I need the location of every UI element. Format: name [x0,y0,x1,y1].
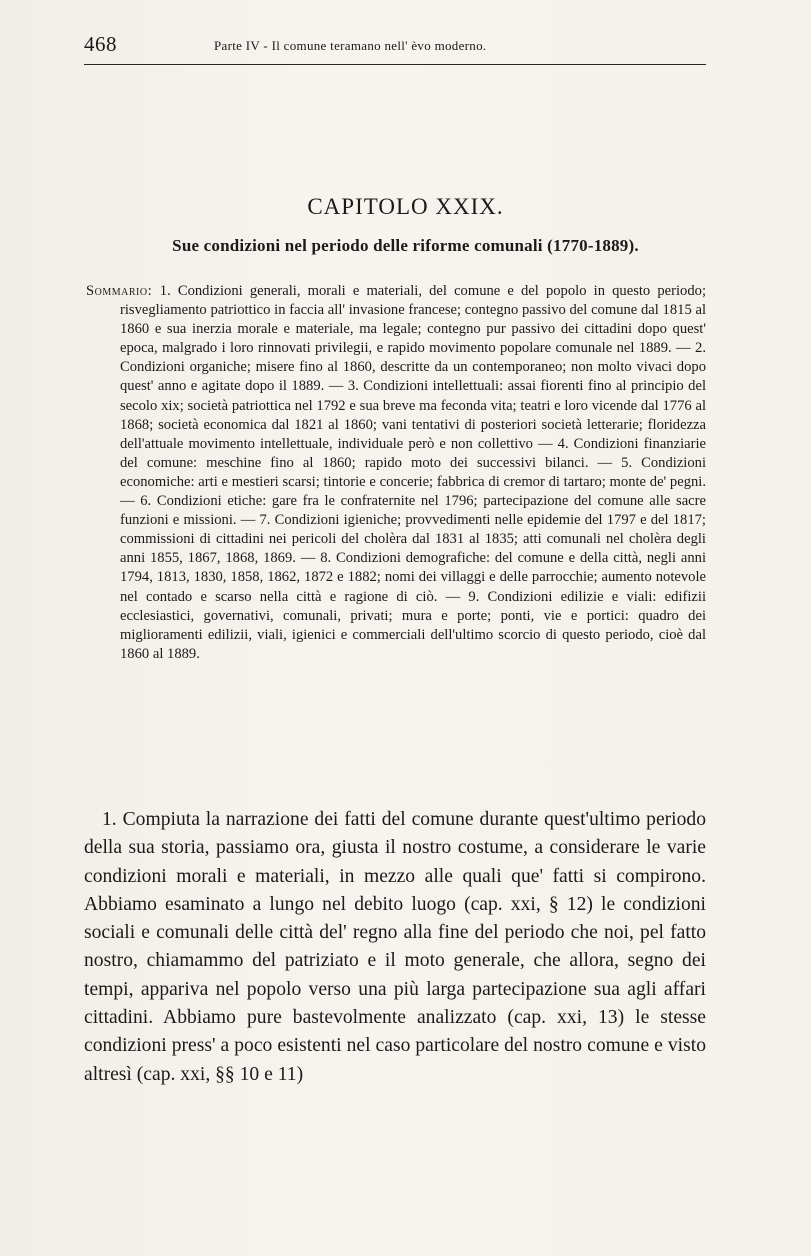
summary-text: 1. Condizioni generali, morali e materiali, del comune e del popolo in questo periodo; risvegliamento patriottico in faccia all' invasione francese; contegno passivo del comune dal 1815 al 1860 e sua inerzia morale e materiale, ma legale; contegno pur passivo dei cittadini dopo quest' epoca, malgrado i loro rinnovati privilegii, e rapido movimento popolare comunale nel 1889. — 2. Condizioni organiche; misere fino al 1860, descritte da un contemporaneo; non molto vivaci dopo quest' anno e agitate dopo il 1889. — 3. Condizioni intellettuali: assai fiorenti fino al principio del secolo xix; società patriottica nel 1792 e sua breve ma feconda vita; teatri e loro vicende dal 1776 al 1868; società economica dal 1821 al 1860; vani tentativi di posteriori società letterarie; floridezza dell'attuale movimento intellettuale, individuale però e non collettivo — 4. Condizioni finanziarie del comune: meschine fino al 1860; rapido moto dei successivi bilanci. — 5. Condizioni economiche: arti e mestieri scarsi; tintorie e concerie; fabbrica di cremor di tartaro; monte de' pegni. — 6. Condizioni etiche: gare fra le confraternite nel 1796; partecipazione del comune alle sacre funzioni e missioni. — 7. Condizioni igieniche; provvedimenti nelle epidemie del 1797 e del 1817; commissioni di cittadini nei pericoli del cholèra dal 1831 al 1835; atti comunali nel cholèra degli anni 1855, 1867, 1868, 1869. — 8. Condizioni demografiche: del comune e della città, negli anni 1794, 1813, 1830, 1858, 1862, 1872 e 1882; nomi dei villaggi e delle parrocchie; aumento notevole nel contado e scarso nella città e ragione di ciò. — 9. Condizioni edilizie e viali: edifizii ecclesiastici, governativi, comunali, privati; mura e porte; ponti, vie e portici: quadro dei miglioramenti edilizii, viali, igienici e commerciali dell'ultimo scorcio di questo periodo, cioè dal 1860 al 1889. [120,283,706,662]
chapter-title: CAPITOLO XXIX. [307,194,504,219]
header-rule [84,64,706,65]
page-number: 468 [84,32,117,56]
page-header [84,32,704,62]
chapter-subtitle: Sue condizioni nel periodo delle riforme comunali (1770-1889). [172,236,639,255]
chapter-summary [86,282,706,664]
summary-label: Sommario: [86,283,160,299]
body-paragraph: 1. Compiuta la narrazione dei fatti del comune durante quest'ultimo periodo della sua storia, passiamo ora, giusta il nostro costume, a considerare le varie condizioni morali e materiali, in mezzo alle quali que' fatti si compirono. Abbiamo esaminato a lungo nel debito luogo (cap. xxi, § 12) le condizioni sociali e comunali delle città del' regno alla fine del periodo che noi, pel fatto nostro, chiamammo del patriziato e il moto generale, che allora, segno dei tempi, appariva nel popolo verso una più larga partecipazione sua agli affari cittadini. Abbiamo pure bastevolmente analizzato (cap. xxi, 13) le stesse condizioni press' a poco esistenti nel caso particolare del nostro comune e visto altresì (cap. xxi, §§ 10 e 11) [84,809,706,1085]
running-head: Parte IV - Il comune teramano nell' èvo moderno. [214,38,487,53]
